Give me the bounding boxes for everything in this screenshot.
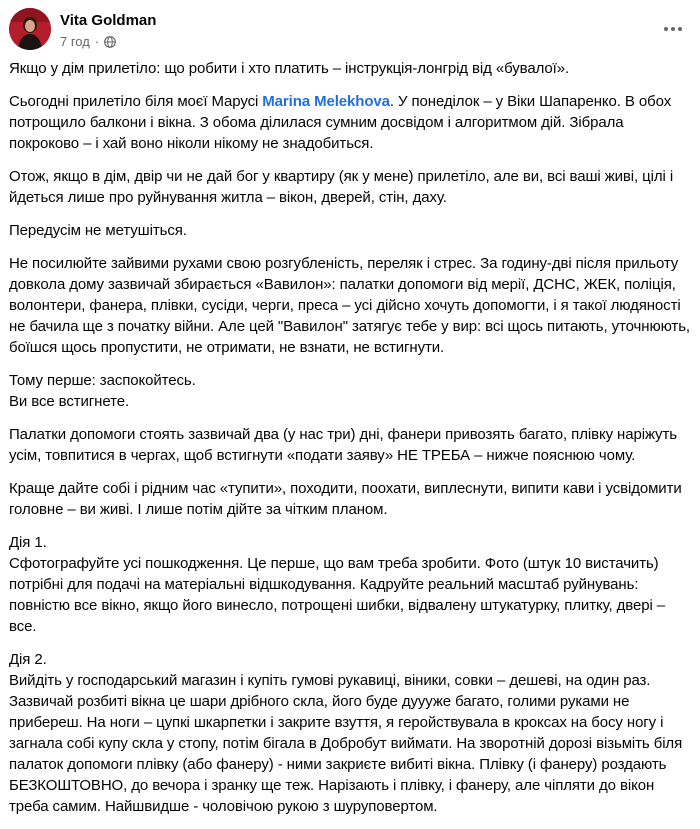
- step-title: Дія 1.: [9, 534, 47, 551]
- more-options-icon[interactable]: [658, 14, 688, 44]
- mention-link[interactable]: Marina Melekhova: [262, 93, 390, 110]
- post-paragraph: Краще дайте собі і рідним час «тупити», походити, поохати, виплеснути, випити кави і усвідомити головне – ви живі. І лише потім дійте за чітким планом.: [9, 480, 682, 518]
- avatar-photo: [9, 8, 51, 50]
- paragraph-text: Сьогодні прилетіло біля моєї Марусі: [9, 93, 263, 110]
- post-paragraph: [9, 370, 694, 412]
- step-body: Вийдіть у господарський магазин і купіть гумові рукавиці, віники, совки – дешеві, на один раз. Зазвичай розбиті вікна це шари дрібного скла, його буде дуууже багато, голими руками не прибереш. На ноги – цупкі шкарпетки і закрите взуття, я геройствувала в кроксах на босу ногу і загнала собі купу скла у стопу, потім бігала в Добробут виймати. На зворотній дорозі візьміть біля палаток допомоги плівку (або фанеру) - ними закриєте вибиті вікна. Плівку (і фанеру) роздають БЕЗКОШТОВНО, до вечора і зранку ще теж. Нарізають і плівку, і фанеру, але чіпляти до вікон треба самим. Найшвидше - чоловічою рукою з шуруповертом.: [9, 672, 683, 815]
- post-paragraph: Отож, якщо в дім, двір чи не дай бог у квартиру (як у мене) прилетіло, але ви, всі ваші живі, цілі і йдеться лише про руйнування житла – вікон, дверей, стін, даху.: [9, 168, 674, 206]
- paragraph-line: Тому перше: заспокойтесь.: [9, 372, 196, 389]
- post-time[interactable]: 7 год: [60, 34, 90, 49]
- globe-icon[interactable]: [104, 36, 116, 48]
- author-name[interactable]: Vita Goldman: [60, 12, 157, 29]
- paragraph-line: Ви все встигнете.: [9, 393, 130, 410]
- step-body: Сфотографуйте усі пошкодження. Це перше, що вам треба зробити. Фото (штук 10 вистачить) потрібні для подачі на матеріальні відшкодування. Кадруйте реальний масштаб руйнувань: повністю все вікно, якщо його винесло, потрощені шибки, відвалену штукатурку, плитку, двері – все.: [9, 555, 666, 635]
- post-paragraph: Не посилюйте зайвими рухами свою розгубленість, переляк і стрес. За годину-дві після прильоту довкола дому зазвичай збирається «Вавилон»: палатки допомоги від мерії, ДСНС, ЖЕК, поліція, волонтери, фанера, плівки, сусіди, черги, преса – усі дійсно хочуть допомогти, і я такої людяності не бачила ще з початку війни. Але цей "Вавилон" затягує тебе у вир: всі щось питають, уточнюють, боїшся щось пропустити, не отримати, не взнати, не встигнути.: [9, 255, 690, 356]
- post-paragraph: Палатки допомоги стоять зазвичай два (у нас три) дні, фанери привозять багато, плівку наріжуть усім, товпитися в чергах, щоб встигнути «подати заяву» НЕ ТРЕБА – нижче пояснюю чому.: [9, 426, 677, 464]
- step-title: Дія 2.: [9, 651, 47, 668]
- post-paragraph: [9, 649, 694, 817]
- paragraph-text: . У понеділок – у Віки Шапаренко. В обох потрощило балкони і вікна. З обома ділилася сумним досвідом і алгоритмом дій. Зібрала покроково – і хай воно ніколи нікому не знадобиться.: [9, 93, 672, 152]
- post-meta: [60, 34, 116, 49]
- post-paragraph: [9, 91, 694, 154]
- post-body: [9, 58, 694, 829]
- meta-separator: ·: [94, 34, 100, 49]
- post-header: [9, 8, 688, 52]
- post-paragraph: Якщо у дім прилетіло: що робити і хто платить – інструкція-лонгрід від «бувалої».: [9, 60, 570, 77]
- post-paragraph: [9, 532, 694, 637]
- post-paragraph: Передусім не метушіться.: [9, 222, 187, 239]
- author-avatar[interactable]: [9, 8, 51, 50]
